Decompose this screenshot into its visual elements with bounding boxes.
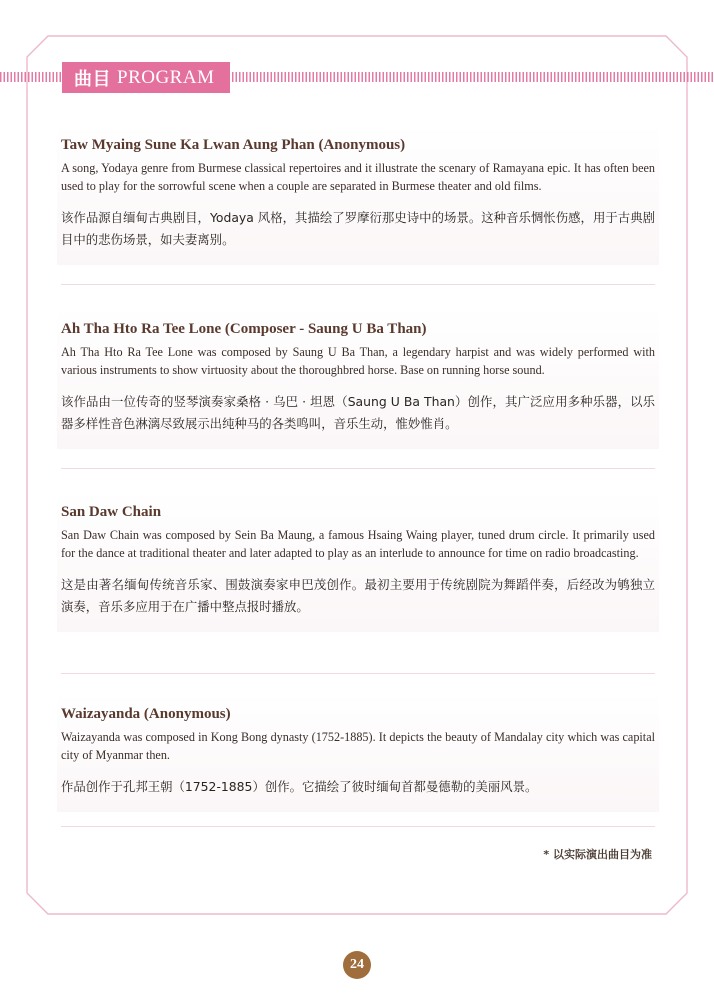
program-description-zh: 作品创作于孔邦王朝（1752-1885）创作。它描绘了彼时缅甸首都曼德勒的美丽风景。 — [61, 779, 538, 794]
header-cn: 曲目 — [74, 68, 111, 90]
program-item-2 — [61, 320, 655, 435]
section-divider — [61, 673, 655, 674]
program-item-1 — [61, 136, 655, 251]
section-divider — [61, 826, 655, 827]
program-item-3 — [61, 503, 655, 618]
page-number: 24 — [343, 951, 371, 979]
program-title: San Daw Chain — [61, 504, 162, 520]
program-description-en: Ah Tha Hto Ra Tee Lone was composed by Saung U Ba Than, a legendary harpist and was widely performed with various instruments to show virtuosity about the thoroughbred horse. Base on running horse sound. — [61, 345, 655, 377]
program-description-en: San Daw Chain was composed by Sein Ba Maung, a famous Hsaing Waing player, tuned drum circle. It primarily used for the dance at traditional theater and later adapted to play as an interlude to announce for time on radio broadcasting. — [61, 528, 655, 560]
footnote: * 以实际演出曲目为准 — [543, 848, 652, 861]
program-header — [62, 62, 230, 93]
section-divider — [61, 468, 655, 469]
program-title: Waizayanda (Anonymous) — [61, 706, 231, 722]
section-divider — [61, 284, 655, 285]
header-en: PROGRAM — [117, 66, 215, 88]
program-title: Ah Tha Hto Ra Tee Lone (Composer - Saung U Ba Than) — [61, 321, 427, 337]
program-description-en: A song, Yodaya genre from Burmese classical repertoires and it illustrate the scenary of Ramayana epic. It has often been used to play for the sorrowful scene when a couple are separated in Burmese theater and old films. — [61, 161, 655, 193]
program-description-zh: 该作品由一位传奇的竖琴演奏家桑格 · 乌巴 · 坦恩（Saung U Ba Than）创作，其广泛应用多种乐器，以乐器多样性音色淋漓尽致展示出纯种马的各类鸣叫，音乐生动，惟妙惟肖。 — [61, 394, 655, 431]
program-description-en: Waizayanda was composed in Kong Bong dynasty (1752-1885). It depicts the beauty of Mandalay city which was capital city of Myanmar then. — [61, 730, 655, 762]
program-description-zh: 这是由著名缅甸传统音乐家、围鼓演奏家申巴茂创作。最初主要用于传统剧院为舞蹈伴奏，后经改为鸲独立演奏，音乐多应用于在广播中整点报时播放。 — [61, 577, 655, 614]
header-stripes-left — [0, 72, 62, 82]
program-title: Taw Myaing Sune Ka Lwan Aung Phan (Anonymous) — [61, 137, 406, 153]
program-item-4 — [61, 705, 655, 798]
program-description-zh: 该作品源自缅甸古典剧目，Yodaya 风格，其描绘了罗摩衍那史诗中的场景。这种音乐惆怅伤感，用于古典剧目中的悲伤场景，如夫妻离别。 — [61, 210, 655, 247]
header-stripes-right — [232, 72, 714, 82]
